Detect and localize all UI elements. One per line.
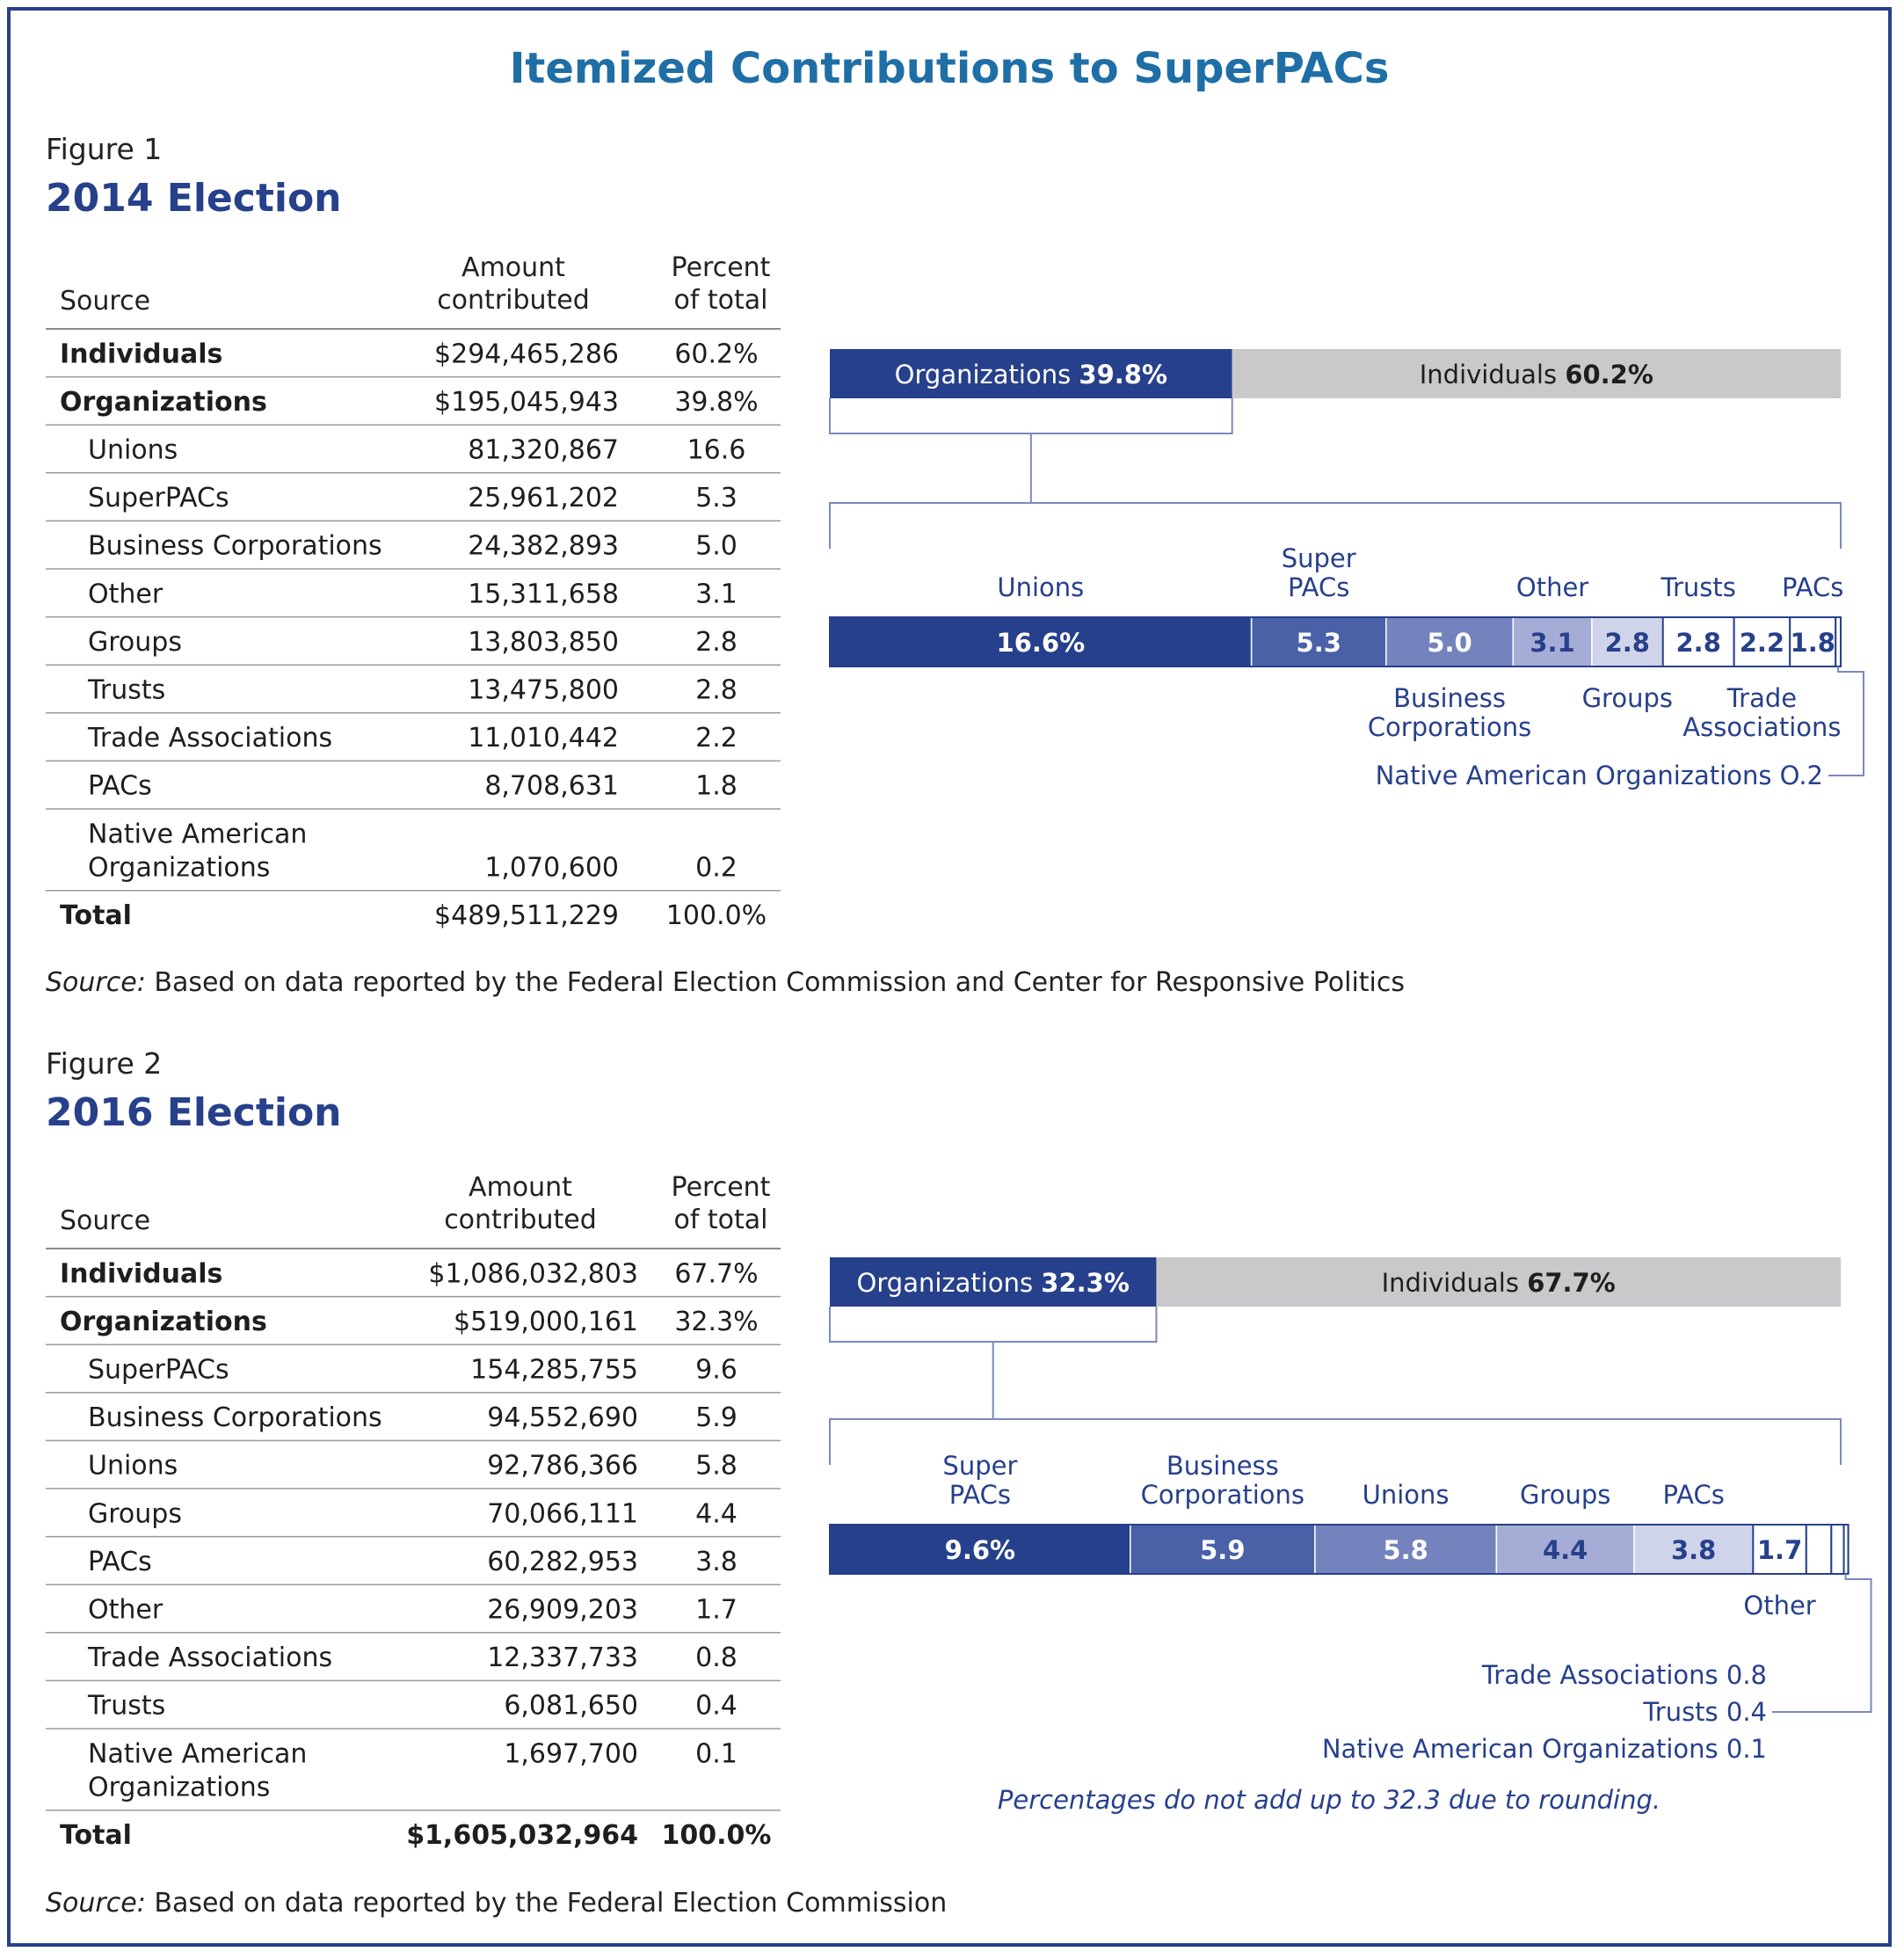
organizations-bar-value: 39.8% (1079, 360, 1168, 390)
table-cell-source-line: Organizations (88, 1772, 271, 1803)
table-row (87, 1691, 738, 1722)
breakdown-segment-trusts (1831, 1525, 1843, 1574)
table-cell-source (88, 1738, 307, 1802)
breakdown-category-label-line: Associations (1682, 712, 1842, 742)
breakdown-category-label (1662, 1480, 1724, 1510)
table-cell-percent: 3.8 (695, 1546, 738, 1577)
table-cell-amount: 12,337,733 (487, 1642, 638, 1674)
organizations-bar-value: 32.3% (1041, 1268, 1130, 1298)
table-cell-percent: 2.2 (695, 723, 738, 754)
source-text: Based on data reported by the Federal Election Commission and Center for Responsive Politics (154, 967, 1406, 998)
table-cell-amount: 24,382,893 (468, 530, 619, 562)
small-segment-callout: Native American Organizations O.2 (1375, 761, 1823, 790)
table-cell-amount: 8,708,631 (484, 770, 619, 802)
table-cell-source: SuperPACs (88, 1354, 229, 1386)
table-cell-percent: 5.8 (695, 1450, 738, 1482)
table-header-amount-line: Amount (461, 252, 565, 283)
table-cell-percent: 2.8 (695, 626, 738, 658)
table-cell-percent: 5.0 (695, 530, 738, 562)
table-cell-amount: 13,475,800 (468, 674, 619, 706)
table-cell-source: Trusts (88, 1690, 166, 1722)
table-cell-source: Total (60, 900, 132, 932)
breakdown-category-label-line: PACs (948, 1480, 1012, 1510)
table-cell-source: Groups (88, 626, 182, 658)
table-header-percent-line: of total (673, 285, 768, 316)
breakdown-category-label-line: Corporations (1367, 712, 1532, 742)
breakdown-value-label: 3.1 (1530, 628, 1575, 658)
breakdown-value-label: 9.6% (944, 1535, 1016, 1565)
table-row (88, 1547, 738, 1577)
table-cell-percent: 0.8 (695, 1642, 738, 1674)
table-row (60, 1307, 759, 1337)
table-cell-amount: 6,081,650 (504, 1690, 638, 1722)
breakdown-category-label (1363, 1480, 1450, 1510)
source-label: Source: (46, 1888, 146, 1919)
table-cell-source-line: Native American (88, 1738, 308, 1770)
breakdown-category-label-line: Trade (1726, 683, 1798, 713)
small-segment-callout: Trade Associations 0.8 (1481, 1660, 1767, 1690)
individuals-bar-value: 67.7% (1527, 1268, 1616, 1298)
table-cell-source: Organizations (60, 386, 267, 418)
organizations-bar-name: Organizations (856, 1268, 1042, 1298)
table-cell-percent: 100.0% (665, 900, 767, 932)
table-header-amount-line: contributed (437, 285, 590, 316)
table-cell-percent: 0.1 (695, 1738, 738, 1770)
table-cell-percent: 4.4 (695, 1498, 738, 1530)
table-header-percent-line: Percent (671, 252, 771, 283)
small-segment-callout: Native American Organizations 0.1 (1321, 1734, 1767, 1764)
table-header-source: Source (60, 1205, 151, 1236)
breakdown-segment-trade-associations (1806, 1525, 1831, 1574)
breakdown-category-label-line: PACs (1782, 572, 1844, 602)
table-cell-amount: $195,045,943 (434, 386, 619, 418)
breakdown-category-label-line: Groups (1581, 683, 1673, 713)
table-row (88, 1498, 738, 1529)
breakdown-value-label: 5.8 (1383, 1535, 1428, 1565)
table-cell-source: Individuals (60, 1258, 223, 1290)
breakdown-value-label: 3.8 (1670, 1535, 1717, 1565)
table-cell-source-line: Organizations (88, 852, 271, 884)
breakdown-value-label: 1.8 (1790, 628, 1835, 658)
table-header-source: Source (60, 286, 151, 317)
table-cell-percent: 32.3% (674, 1306, 759, 1337)
table-cell-source: Trade Associations (88, 723, 333, 754)
main-title: Itemized Contributions to SuperPACs (509, 44, 1390, 93)
individuals-bar-label (1382, 1268, 1616, 1298)
table-row (60, 1258, 759, 1289)
table-cell-percent: 60.2% (674, 339, 759, 370)
table-row (60, 1820, 771, 1851)
figure-2-chart (830, 1257, 1871, 1815)
table-header-percent-line: of total (673, 1205, 768, 1235)
breakdown-category-label-line: Corporations (1140, 1480, 1305, 1510)
table-cell-source: Total (60, 1820, 132, 1852)
table-header-amount-line: contributed (444, 1205, 597, 1235)
table-cell-percent: 9.6 (695, 1354, 738, 1386)
table-cell-source: PACs (88, 1546, 152, 1577)
table-cell-amount: 11,010,442 (468, 723, 619, 754)
chart-footnote: Percentages do not add up to 32.3 due to rounding. (997, 1785, 1661, 1815)
breakdown-category-label-line: Business (1393, 683, 1506, 713)
table-header-amount-line: Amount (469, 1172, 572, 1203)
table-cell-amount: 1,070,600 (484, 852, 619, 884)
figure-2-graphic (11, 11, 1888, 1943)
table-cell-source: Business Corporations (88, 1402, 382, 1434)
table-cell-amount: $489,511,229 (434, 900, 619, 932)
table-cell-amount: $294,465,286 (434, 339, 619, 370)
breakdown-category-label (1520, 1480, 1610, 1510)
table-cell-percent: 1.8 (695, 770, 738, 802)
breakdown-category-label-line: Other (1515, 572, 1589, 602)
table-row (88, 1402, 738, 1433)
breakdown-value-label: 2.8 (1604, 628, 1650, 658)
table-cell-percent: 39.8% (674, 386, 759, 418)
table-cell-percent: 67.7% (674, 1258, 759, 1290)
breakdown-value-label: 5.3 (1296, 628, 1341, 658)
breakdown-category-label-line: PACs (1288, 572, 1350, 602)
table-cell-source: PACs (88, 770, 152, 802)
source-label: Source: (46, 967, 146, 998)
table-header-percent (672, 1172, 771, 1235)
table-cell-source: Individuals (60, 339, 223, 370)
breakdown-value-label: 5.9 (1200, 1535, 1246, 1565)
breakdown-category-label-line: Other (1743, 1591, 1816, 1620)
individuals-bar-name: Individuals (1419, 360, 1566, 390)
infographic-frame (7, 7, 1892, 1947)
organizations-bar-label (857, 1268, 1130, 1298)
table-cell-source: Other (88, 579, 164, 610)
table-row (88, 1451, 738, 1482)
table-header-amount (444, 1172, 597, 1235)
table-cell-amount: 26,909,203 (487, 1594, 638, 1626)
individuals-bar-name: Individuals (1381, 1268, 1528, 1298)
table-cell-percent: 0.4 (695, 1690, 738, 1722)
table-cell-amount: $1,605,032,964 (406, 1820, 638, 1852)
table-row (88, 1738, 738, 1802)
table-cell-source: Other (88, 1594, 164, 1626)
table-cell-amount: 154,285,755 (470, 1354, 638, 1386)
source-text: Based on data reported by the Federal Election Commission (154, 1888, 948, 1919)
table-cell-source: Trade Associations (88, 1642, 333, 1674)
table-cell-amount: 15,311,658 (468, 579, 619, 610)
table-cell-percent: 5.9 (695, 1402, 738, 1434)
table-cell-source: Trusts (88, 674, 166, 706)
table-cell-source: Unions (88, 434, 178, 466)
breakdown-category-label-line: PACs (1662, 1480, 1725, 1510)
breakdown-category-label-line: Unions (1362, 1480, 1450, 1510)
table-cell-percent: 5.3 (695, 483, 738, 514)
breakdown-category-label-line: Groups (1519, 1480, 1611, 1510)
breakdown-category-label-line: Trusts (1661, 572, 1736, 602)
table-cell-amount: 1,697,700 (504, 1738, 638, 1770)
table-cell-source: Groups (88, 1498, 182, 1530)
table-cell-percent: 16.6 (687, 434, 746, 466)
table-cell-percent: 0.2 (695, 852, 738, 884)
breakdown-value-label: 16.6% (996, 628, 1086, 658)
table-cell-amount: 81,320,867 (468, 434, 619, 466)
individuals-bar-value: 60.2% (1565, 360, 1653, 390)
table-cell-percent: 1.7 (695, 1594, 738, 1626)
table-row (87, 1642, 738, 1673)
table-row (88, 1355, 738, 1386)
table-cell-amount: $519,000,161 (454, 1306, 638, 1337)
table-cell-amount: 92,786,366 (487, 1450, 638, 1482)
table-header-percent-line: Percent (671, 1172, 771, 1203)
table-cell-source: Business Corporations (88, 530, 382, 562)
breakdown-category-label-line: Unions (997, 572, 1085, 602)
table-cell-amount: 13,803,850 (468, 626, 619, 658)
breakdown-category-label (1743, 1591, 1815, 1620)
table-cell-source: Unions (88, 1450, 178, 1482)
breakdown-value-label: 4.4 (1542, 1535, 1588, 1565)
organizations-bar-name: Organizations (894, 360, 1079, 390)
figure-2-table (46, 1172, 781, 1851)
figure-1-election-title: 2014 Election (46, 176, 342, 221)
organizations-bracket (830, 1307, 1156, 1342)
breakdown-category-label-line: Super (942, 1451, 1018, 1481)
table-cell-amount: 70,066,111 (487, 1498, 638, 1530)
table-cell-source: Organizations (60, 1306, 267, 1337)
breakdown-value-label: 5.0 (1427, 628, 1472, 658)
table-row (88, 1595, 738, 1626)
table-cell-amount: 94,552,690 (487, 1402, 638, 1434)
figure-2-election-title: 2016 Election (46, 1090, 342, 1135)
breakdown-value-label: 2.8 (1675, 628, 1721, 658)
table-cell-source: SuperPACs (88, 483, 229, 514)
breakdown-value-label: 1.7 (1756, 1535, 1803, 1565)
figure-2-label: Figure 2 (46, 1046, 163, 1081)
table-cell-amount: 25,961,202 (468, 483, 619, 514)
breakdown-category-label (1141, 1451, 1304, 1510)
table-cell-source-line: Native American (88, 819, 308, 850)
breakdown-value-label: 2.2 (1739, 628, 1785, 658)
breakdown-category-label-line: Business (1166, 1451, 1279, 1481)
table-cell-percent: 2.8 (695, 674, 738, 706)
table-cell-amount: $1,086,032,803 (428, 1258, 638, 1290)
breakdown-category-label (942, 1451, 1017, 1510)
small-segment-callout: Trusts 0.4 (1643, 1697, 1767, 1727)
table-cell-amount: 60,282,953 (487, 1546, 638, 1577)
figure-1-label: Figure 1 (46, 132, 163, 166)
breakdown-category-label-line: Super (1281, 543, 1356, 573)
table-cell-percent: 100.0% (661, 1820, 772, 1852)
table-cell-percent: 3.1 (695, 579, 738, 610)
